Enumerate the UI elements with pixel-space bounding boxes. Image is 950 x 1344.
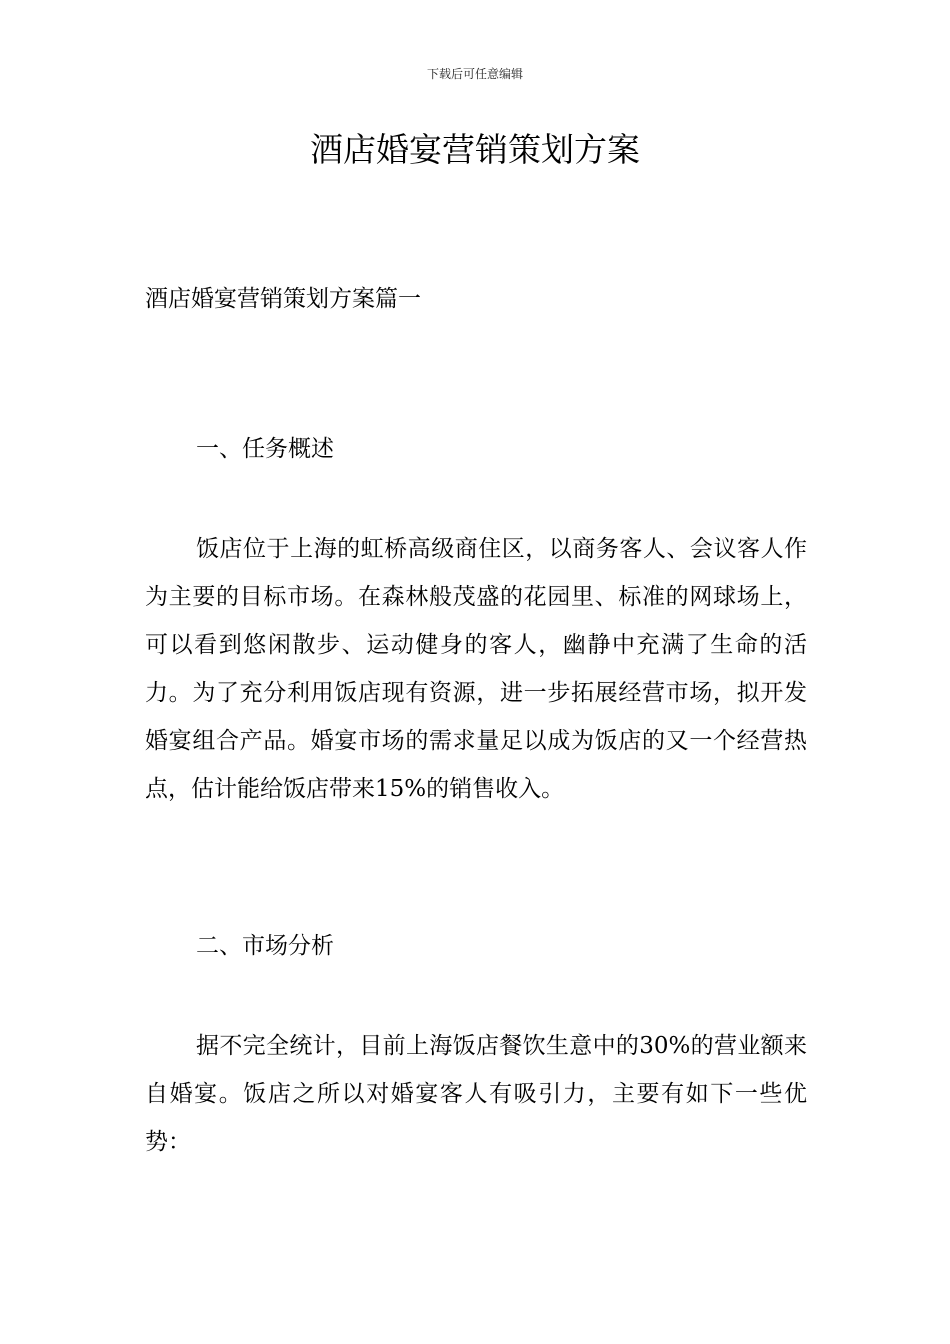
section-heading-overview: 一、任务概述 xyxy=(196,436,334,462)
section-paragraph-overview: 饭店位于上海的虹桥高级商住区，以商务客人、会议客人作为主要的目标市场。在森林般茂盛的花园里、标准的网球场上，可以看到悠闲散步、运动健身的客人，幽静中充满了生命的活力。为了充分利用饭店现有资源，进一步拓展经营市场，拟开发婚宴组合产品。婚宴市场的需求量足以成为饭店的又一个经营热点，估计能给饭店带来15%的销售收入。 xyxy=(145,536,807,802)
document-subtitle: 酒店婚宴营销策划方案篇一 xyxy=(145,286,421,312)
document-title: 酒店婚宴营销策划方案 xyxy=(310,130,640,169)
header-note: 下载后可任意编辑 xyxy=(426,67,523,81)
section-heading-market-analysis: 二、市场分析 xyxy=(196,933,334,959)
section-paragraph-market-analysis: 据不完全统计，目前上海饭店餐饮生意中的30%的营业额来自婚宴。饭店之所以对婚宴客人有吸引力，主要有如下一些优势： xyxy=(145,1033,807,1155)
